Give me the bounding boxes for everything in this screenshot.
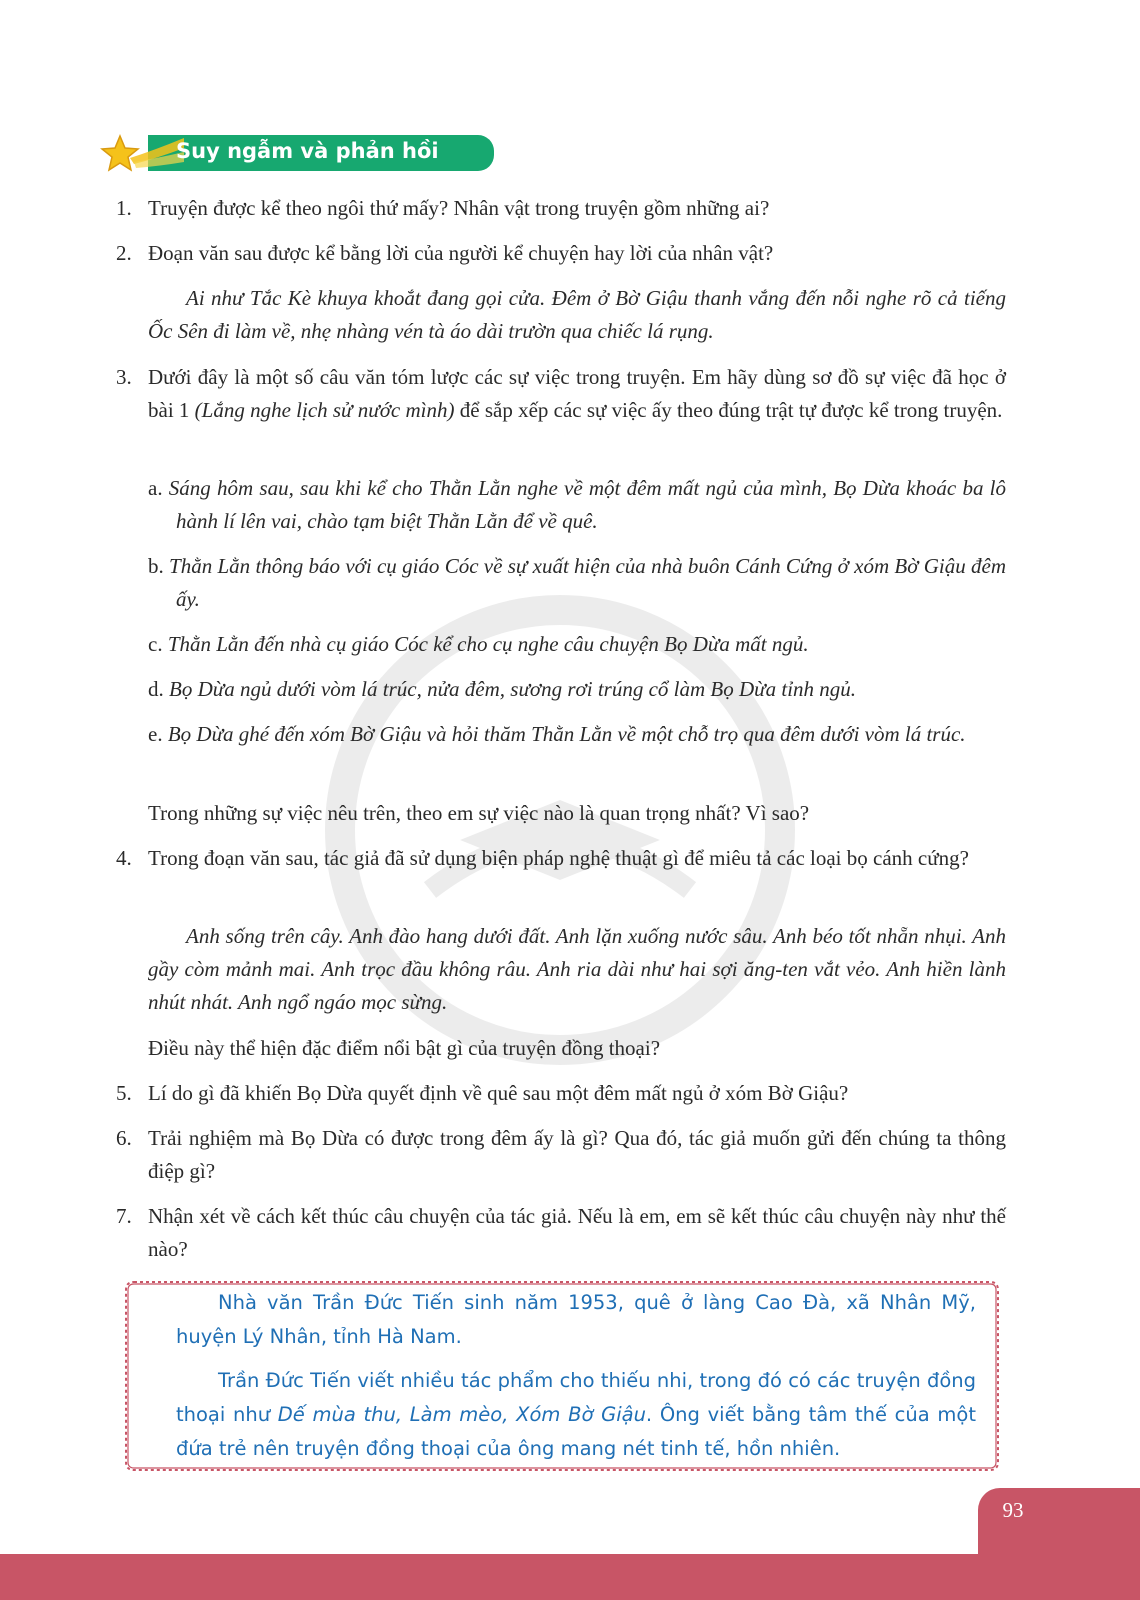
note-text: . Ông viết bằng tâm thế của một đứa trẻ nên truyện đồng thoại của ông mang nét tinh tế, hồn nhiên. bbox=[176, 1403, 976, 1460]
question-3 bbox=[116, 361, 1006, 427]
shooting-star-icon bbox=[100, 132, 184, 176]
question-number: 4. bbox=[116, 846, 132, 870]
question-4 bbox=[116, 842, 1006, 875]
question-number: 7. bbox=[116, 1204, 132, 1228]
quote-text: Ai như Tắc Kè khuya khoắt đang gọi cửa. Đêm ở Bờ Giậu thanh vắng đến nỗi nghe rõ cả tiếng Ốc Sên đi làm về, nhẹ nhàng vén tà áo dài trườn qua chiếc lá rụng. bbox=[148, 286, 1006, 343]
question-number: 2. bbox=[116, 241, 132, 265]
option-text: Bọ Dừa ngủ dưới vòm lá trúc, nửa đêm, sương rơi trúng cổ làm Bọ Dừa tỉnh ngủ. bbox=[169, 677, 857, 701]
author-note-box bbox=[120, 1276, 1004, 1476]
option-label: c. bbox=[148, 632, 163, 656]
question-text-part: để sắp xếp các sự việc ấy theo đúng trật tự được kể trong truyện. bbox=[454, 398, 1003, 422]
option-label: a. bbox=[148, 476, 163, 500]
question-text: Truyện được kể theo ngôi thứ mấy? Nhân vật trong truyện gồm những ai? bbox=[148, 196, 770, 220]
question-text: Trong đoạn văn sau, tác giả đã sử dụng biện pháp nghệ thuật gì để miêu tả các loại bọ cánh cứng? bbox=[148, 846, 969, 870]
quote-excerpt-2 bbox=[148, 282, 1006, 348]
option-text: Thằn Lằn thông báo với cụ giáo Cóc về sự xuất hiện của nhà buôn Cánh Cứng ở xóm Bờ Giậu đêm ấy. bbox=[169, 554, 1006, 611]
note-paragraph-1 bbox=[176, 1286, 976, 1354]
option-text: Sáng hôm sau, sau khi kể cho Thằn Lằn nghe về một đêm mất ngủ của mình, Bọ Dừa khoác ba lô hành lí lên vai, chào tạm biệt Thằn Lằn để về quê. bbox=[168, 476, 1006, 533]
question-number: 6. bbox=[116, 1126, 132, 1150]
work-titles: Dế mùa thu, Làm mèo, Xóm Bờ Giậu bbox=[277, 1403, 646, 1426]
question-text-part: Dưới đây là một số câu văn tóm lược các sự việc trong truyện. Em hãy dùng sơ đồ sự việc đã học ở bài 1 bbox=[148, 365, 1006, 422]
section-heading bbox=[100, 132, 500, 176]
note-paragraph-2 bbox=[176, 1364, 976, 1466]
question-1 bbox=[116, 192, 1006, 225]
quote-text: Anh sống trên cây. Anh đào hang dưới đất. Anh lặn xuống nước sâu. Anh béo tốt nhẵn nhụi. Anh gầy còm mảnh mai. Anh trọc đầu không râu. Anh ria dài như hai sợi ăng-ten vắt vẻo. Anh hiền lành nhút nhát. Anh ngổ ngáo mọc sừng. bbox=[148, 924, 1006, 1014]
question-number: 1. bbox=[116, 196, 132, 220]
question-4-followup: Điều này thể hiện đặc điểm nổi bật gì của truyện đồng thoại? bbox=[148, 1036, 661, 1060]
option-b bbox=[148, 550, 1006, 616]
option-label: e. bbox=[148, 722, 163, 746]
question-number: 5. bbox=[116, 1081, 132, 1105]
option-label: d. bbox=[148, 677, 164, 701]
note-text: Nhà văn Trần Đức Tiến sinh năm 1953, quê ở làng Cao Đà, xã Nhân Mỹ, huyện Lý Nhân, tỉnh Hà Nam. bbox=[176, 1291, 976, 1348]
page-number: 93 bbox=[1002, 1498, 1024, 1522]
question-7 bbox=[116, 1200, 1006, 1266]
option-a bbox=[148, 472, 1006, 538]
question-number: 3. bbox=[116, 365, 132, 389]
question-text: Trải nghiệm mà Bọ Dừa có được trong đêm ấy là gì? Qua đó, tác giả muốn gửi đến chúng ta thông điệp gì? bbox=[148, 1126, 1006, 1183]
option-c bbox=[148, 628, 1006, 661]
question-text: Đoạn văn sau được kể bằng lời của người kể chuyện hay lời của nhân vật? bbox=[148, 241, 774, 265]
footer-bar bbox=[0, 1554, 1140, 1600]
question-6 bbox=[116, 1122, 1006, 1188]
question-text bbox=[148, 361, 1006, 427]
heading-title: Suy ngẫm và phản hồi bbox=[176, 139, 439, 163]
option-text: Bọ Dừa ghé đến xóm Bờ Giậu và hỏi thăm Thằn Lằn về một chỗ trọ qua đêm dưới vòm lá trúc. bbox=[167, 722, 966, 746]
question-3-followup: Trong những sự việc nêu trên, theo em sự việc nào là quan trọng nhất? Vì sao? bbox=[148, 801, 810, 825]
question-text: Nhận xét về cách kết thúc câu chuyện của tác giả. Nếu là em, em sẽ kết thúc câu chuyện này như thế nào? bbox=[148, 1204, 1006, 1261]
note-text: Trần Đức Tiến viết nhiều tác phẩm cho thiếu nhi, trong đó có các truyện đồng thoại như bbox=[176, 1369, 976, 1426]
option-d bbox=[148, 673, 1006, 706]
quote-excerpt-4 bbox=[148, 920, 1006, 1019]
option-label: b. bbox=[148, 554, 164, 578]
option-text: Thằn Lằn đến nhà cụ giáo Cóc kể cho cụ nghe câu chuyện Bọ Dừa mất ngủ. bbox=[167, 632, 809, 656]
option-e bbox=[148, 718, 1006, 751]
lesson-title: (Lắng nghe lịch sử nước mình) bbox=[194, 398, 455, 422]
question-2 bbox=[116, 237, 1006, 270]
question-5 bbox=[116, 1077, 1006, 1110]
question-text: Lí do gì đã khiến Bọ Dừa quyết định về quê sau một đêm mất ngủ ở xóm Bờ Giậu? bbox=[148, 1081, 849, 1105]
